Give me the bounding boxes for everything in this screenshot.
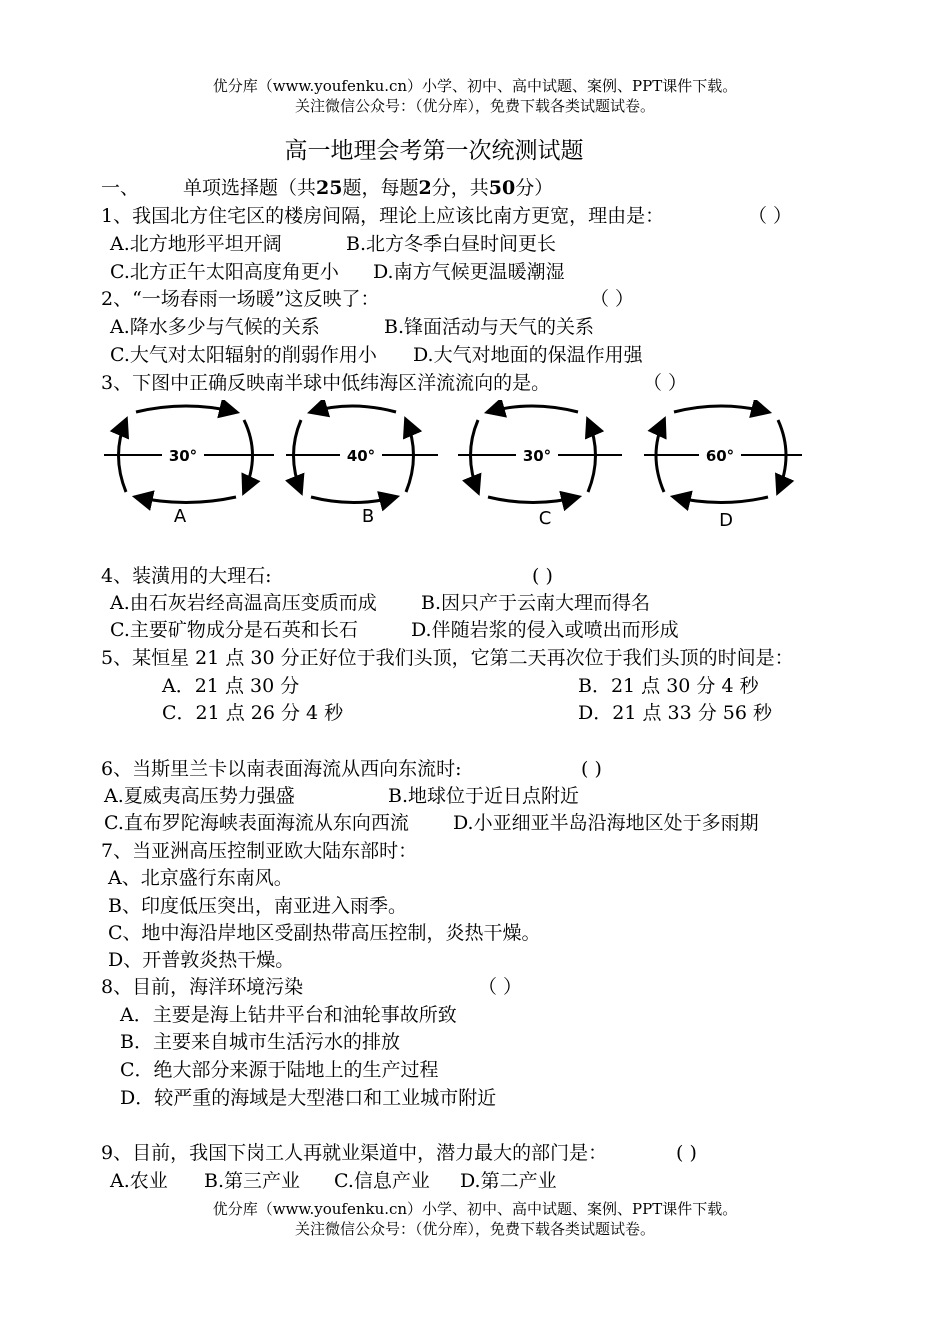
diagram-c-label: C <box>538 508 552 529</box>
question-5-stem: 5、某恒星 21 点 30 分正好位于我们头顶，它第二天再次位于我们头顶的时间是： <box>101 647 794 669</box>
diagram-a-label: A <box>173 506 187 527</box>
diagram-d <box>644 406 802 531</box>
question-6-bracket: ( ) <box>581 758 602 780</box>
diagram-b-top-arrow <box>311 406 396 412</box>
diagram-b-label: B <box>361 506 375 527</box>
diagram-d-label: D <box>719 510 733 531</box>
question-9-stem: 9、目前，我国下岗工人再就业渠道中，潜力最大的部门是： <box>101 1142 608 1164</box>
question-2-option-b: B.锋面活动与天气的关系 <box>384 316 595 338</box>
diagram-d-latitude: 60° <box>705 447 735 465</box>
question-1-option-a: A.北方地形平坦开阔 <box>110 233 282 255</box>
diagram-a-top-arrow <box>136 406 236 412</box>
page-title: 高一地理会考第一次统测试题 <box>284 138 584 164</box>
question-4-option-a: A.由石灰岩经高温高压变质而成 <box>110 592 377 614</box>
question-6-option-c: C.直布罗陀海峡表面海流从东向西流 <box>104 812 409 834</box>
question-7-option-a: A、北京盛行东南风。 <box>108 867 293 889</box>
question-9-option-a: A.农业 <box>110 1170 168 1192</box>
diagram-b-latitude: 40° <box>346 447 376 465</box>
question-9-bracket: ( ) <box>676 1142 697 1164</box>
question-5-option-d: D．21 点 33 分 56 秒 <box>578 702 772 724</box>
ocean-current-diagrams <box>96 400 816 540</box>
question-2-option-d: D.大气对地面的保温作用强 <box>413 344 643 366</box>
question-9-option-c: C.信息产业 <box>334 1170 430 1192</box>
diagram-b-bottom-arrow <box>311 497 396 503</box>
question-4-bracket: ( ) <box>532 565 553 587</box>
question-8-option-c: C．绝大部分来源于陆地上的生产过程 <box>120 1059 439 1081</box>
points-per-question: 2 <box>418 177 432 199</box>
question-5-option-a: A．21 点 30 分 <box>162 675 300 697</box>
diagram-b <box>286 406 438 527</box>
question-6-option-d: D.小亚细亚半岛沿海地区处于多雨期 <box>453 812 759 834</box>
diagram-c-latitude: 30° <box>522 447 552 465</box>
question-8-option-b: B．主要来自城市生活污水的排放 <box>120 1031 400 1053</box>
section-name: 单项选择题（共 <box>183 177 317 199</box>
question-7-option-b: B、印度低压突出，南亚进入雨季。 <box>108 895 407 917</box>
footer-line-2: 关注微信公众号：（优分库），免费下载各类试题试卷。 <box>294 1220 655 1238</box>
diagram-c-bottom-arrow <box>488 497 578 503</box>
question-4-option-d: D.伴随岩浆的侵入或喷出而形成 <box>411 619 679 641</box>
section-heading: 一、 单项选择题（共25题，每题2分，共50分） <box>101 177 554 199</box>
question-8-stem: 8、目前，海洋环境污染 <box>101 976 304 998</box>
question-1-option-b: B.北方冬季白昼时间更长 <box>346 233 557 255</box>
question-8-option-d: D．较严重的海域是大型港口和工业城市附近 <box>120 1087 497 1109</box>
header-line-1: 优分库（www.youfenku.cn）小学、初中、高中试题、案例、PPT课件下载。 <box>212 77 738 95</box>
diagram-c <box>458 406 622 529</box>
diagram-c-top-arrow <box>488 406 578 412</box>
question-1-option-c: C.北方正午太阳高度角更小 <box>110 261 339 283</box>
question-8-bracket: （ ） <box>478 976 523 998</box>
question-9-option-d: D.第二产业 <box>460 1170 557 1192</box>
header-line-2: 关注微信公众号：（优分库），免费下载各类试题试卷。 <box>294 97 655 115</box>
question-2-bracket: （ ） <box>590 288 635 310</box>
question-4-option-b: B.因只产于云南大理而得名 <box>421 592 651 614</box>
question-6-option-b: B.地球位于近日点附近 <box>388 785 580 807</box>
question-4-option-c: C.主要矿物成分是石英和长石 <box>110 619 358 641</box>
question-8-option-a: A．主要是海上钻井平台和油轮事故所致 <box>120 1004 457 1026</box>
diagram-d-top-arrow <box>674 406 768 412</box>
diagram-a <box>104 406 274 527</box>
question-6-option-a: A.夏威夷高压势力强盛 <box>104 785 295 807</box>
diagram-a-bottom-arrow <box>136 497 236 503</box>
question-1-stem: 1、我国北方住宅区的楼房间隔，理论上应该比南方更宽，理由是： <box>101 205 665 227</box>
question-1-bracket: （ ） <box>748 205 793 227</box>
section-number: 一、 <box>101 177 140 199</box>
question-7-option-c: C、地中海沿岸地区受副热带高压控制，炎热干燥。 <box>108 922 541 944</box>
question-3-bracket: （ ） <box>643 372 688 394</box>
question-9-option-b: B.第三产业 <box>204 1170 301 1192</box>
question-1-option-d: D.南方气候更温暖潮湿 <box>373 261 565 283</box>
question-2-option-a: A.降水多少与气候的关系 <box>110 316 320 338</box>
footer-line-1: 优分库（www.youfenku.cn）小学、初中、高中试题、案例、PPT课件下载。 <box>212 1200 738 1218</box>
question-5-option-b: B．21 点 30 分 4 秒 <box>578 675 759 697</box>
question-7-stem: 7、当亚洲高压控制亚欧大陆东部时： <box>101 840 418 862</box>
total-points: 50 <box>488 177 516 199</box>
question-6-stem: 6、当斯里兰卡以南表面海流从西向东流时: <box>101 758 462 780</box>
question-2-option-c: C.大气对太阳辐射的削弱作用小 <box>110 344 377 366</box>
question-count: 25 <box>316 177 343 199</box>
question-2-stem: 2、“一场春雨一场暖”这反映了： <box>101 288 380 310</box>
diagram-d-bottom-arrow <box>674 497 768 503</box>
question-4-stem: 4、装潢用的大理石: <box>101 565 272 587</box>
question-3-stem: 3、下图中正确反映南半球中低纬海区洋流流向的是。 <box>101 372 551 394</box>
question-7-option-d: D、开普敦炎热干燥。 <box>108 949 295 971</box>
diagram-a-latitude: 30° <box>168 447 198 465</box>
question-5-option-c: C．21 点 26 分 4 秒 <box>162 702 344 724</box>
